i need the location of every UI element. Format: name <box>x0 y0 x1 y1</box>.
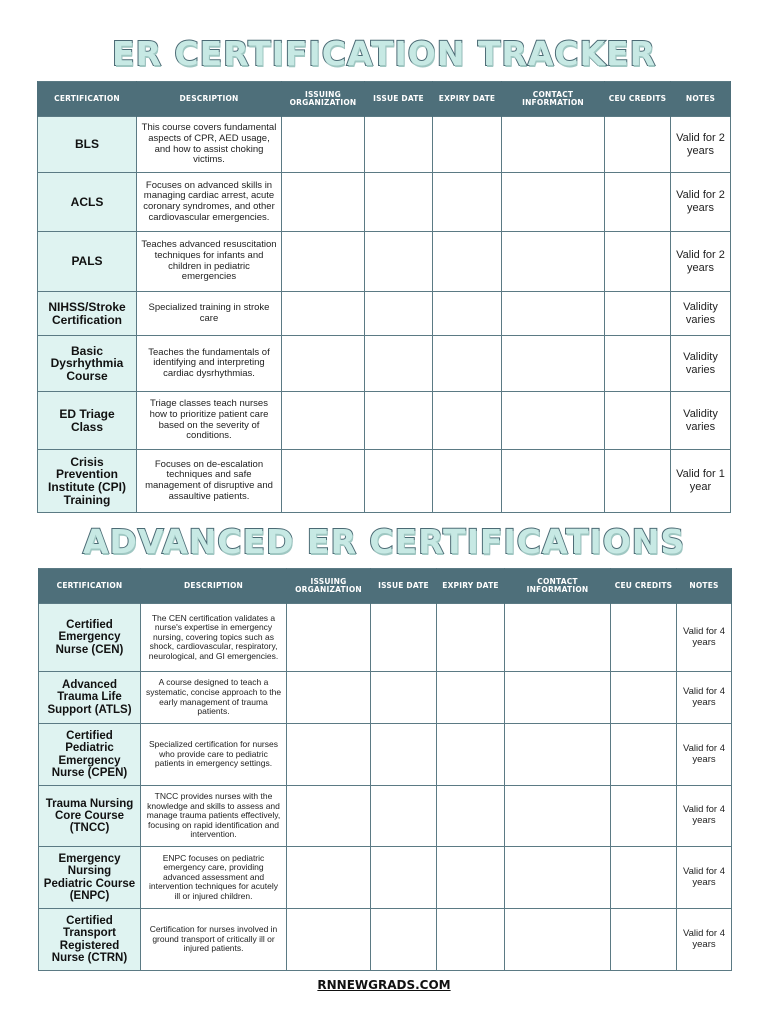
contact-information-cell[interactable] <box>502 292 605 336</box>
certification-description: Focuses on advanced skills in managing cardiac arrest, acute coronary syndromes, and other cardiovascular emergencies. <box>137 173 282 232</box>
table-row <box>38 117 731 173</box>
certification-notes: Valid for 2 years <box>671 173 731 232</box>
certification-name: PALS <box>38 232 137 292</box>
issue-date-cell[interactable] <box>371 724 437 786</box>
certification-description: Teaches the fundamentals of identifying and interpreting cardiac dysrhythmias. <box>137 336 282 392</box>
contact-information-cell[interactable] <box>505 909 611 971</box>
issuing-organization-cell[interactable] <box>282 292 365 336</box>
issue-date-cell[interactable] <box>371 672 437 724</box>
issue-date-cell[interactable] <box>365 392 433 450</box>
header-ceu-credits: CEU CREDITS <box>611 569 677 604</box>
expiry-date-cell[interactable] <box>437 909 505 971</box>
ceu-credits-cell[interactable] <box>611 604 677 672</box>
certification-notes: Validity varies <box>671 392 731 450</box>
issue-date-cell[interactable] <box>365 450 433 513</box>
contact-information-cell[interactable] <box>505 672 611 724</box>
issuing-organization-cell[interactable] <box>287 847 371 909</box>
contact-information-cell[interactable] <box>505 604 611 672</box>
expiry-date-cell[interactable] <box>437 724 505 786</box>
certification-description: This course covers fundamental aspects of CPR, AED usage, and how to assist choking victims. <box>137 117 282 173</box>
certification-name: BLS <box>38 117 137 173</box>
certification-name: NIHSS/Stroke Certification <box>38 292 137 336</box>
certification-description: Teaches advanced resuscitation techniques for infants and children in pediatric emergencies <box>137 232 282 292</box>
expiry-date-cell[interactable] <box>433 450 502 513</box>
certification-description: Specialized certification for nurses who provide care to pediatric patients in emergency settings. <box>141 724 287 786</box>
issuing-organization-cell[interactable] <box>287 909 371 971</box>
expiry-date-cell[interactable] <box>433 392 502 450</box>
table-row <box>38 232 731 292</box>
issue-date-cell[interactable] <box>371 604 437 672</box>
issue-date-cell[interactable] <box>365 292 433 336</box>
header-issue-date: ISSUE DATE <box>365 82 433 117</box>
ceu-credits-cell[interactable] <box>611 672 677 724</box>
certification-notes: Valid for 4 years <box>677 909 732 971</box>
certification-notes: Valid for 4 years <box>677 672 732 724</box>
issuing-organization-cell[interactable] <box>282 117 365 173</box>
table-row <box>39 604 732 672</box>
certification-description: Triage classes teach nurses how to prioritize patient care based on the severity of conditions. <box>137 392 282 450</box>
expiry-date-cell[interactable] <box>437 672 505 724</box>
header-expiry-date: EXPIRY DATE <box>433 82 502 117</box>
ceu-credits-cell[interactable] <box>605 232 671 292</box>
certification-notes: Validity varies <box>671 336 731 392</box>
certification-notes: Validity varies <box>671 292 731 336</box>
issue-date-cell[interactable] <box>365 117 433 173</box>
certification-name: ED Triage Class <box>38 392 137 450</box>
ceu-credits-cell[interactable] <box>605 450 671 513</box>
issuing-organization-cell[interactable] <box>282 450 365 513</box>
header-certification: CERTIFICATION <box>38 82 137 117</box>
certification-name: Basic Dysrhythmia Course <box>38 336 137 392</box>
contact-information-cell[interactable] <box>505 847 611 909</box>
certification-description: The CEN certification validates a nurse's expertise in emergency nursing, covering topics such as shock, cardiovascular, respiratory, neurological, and GI emergencies. <box>141 604 287 672</box>
table-row <box>38 173 731 232</box>
ceu-credits-cell[interactable] <box>611 847 677 909</box>
certification-notes: Valid for 4 years <box>677 604 732 672</box>
contact-information-cell[interactable] <box>502 117 605 173</box>
ceu-credits-cell[interactable] <box>605 392 671 450</box>
table-header-row <box>39 569 732 604</box>
header-description: DESCRIPTION <box>137 82 282 117</box>
header-issuing-organization: ISSUING ORGANIZATION <box>282 82 365 117</box>
expiry-date-cell[interactable] <box>433 336 502 392</box>
expiry-date-cell[interactable] <box>433 173 502 232</box>
certification-name: Certified Pediatric Emergency Nurse (CPEN) <box>39 724 141 786</box>
issue-date-cell[interactable] <box>365 336 433 392</box>
certification-description: Certification for nurses involved in ground transport of critically ill or injured patients. <box>141 909 287 971</box>
contact-information-cell[interactable] <box>502 173 605 232</box>
certification-notes: Valid for 4 years <box>677 786 732 847</box>
ceu-credits-cell[interactable] <box>605 292 671 336</box>
contact-information-cell[interactable] <box>505 724 611 786</box>
expiry-date-cell[interactable] <box>433 117 502 173</box>
certification-name: Certified Emergency Nurse (CEN) <box>39 604 141 672</box>
certification-description: TNCC provides nurses with the knowledge and skills to assess and manage trauma patients effectively, focusing on rapid identification and intervention. <box>141 786 287 847</box>
header-contact-information: CONTACT INFORMATION <box>502 82 605 117</box>
table-header-row <box>38 82 731 117</box>
certification-description: Specialized training in stroke care <box>137 292 282 336</box>
ceu-credits-cell[interactable] <box>605 117 671 173</box>
contact-information-cell[interactable] <box>502 392 605 450</box>
table-row <box>38 336 731 392</box>
ceu-credits-cell[interactable] <box>611 724 677 786</box>
issuing-organization-cell[interactable] <box>287 604 371 672</box>
issuing-organization-cell[interactable] <box>287 786 371 847</box>
issuing-organization-cell[interactable] <box>282 173 365 232</box>
expiry-date-cell[interactable] <box>433 292 502 336</box>
certification-name: Advanced Trauma Life Support (ATLS) <box>39 672 141 724</box>
header-issue-date: ISSUE DATE <box>371 569 437 604</box>
issuing-organization-cell[interactable] <box>287 672 371 724</box>
certification-description: Focuses on de-escalation techniques and safe management of disruptive and assaultive patients. <box>137 450 282 513</box>
table-row <box>38 292 731 336</box>
expiry-date-cell[interactable] <box>433 232 502 292</box>
certification-name: ACLS <box>38 173 137 232</box>
expiry-date-cell[interactable] <box>437 847 505 909</box>
issue-date-cell[interactable] <box>365 173 433 232</box>
table-row <box>39 786 732 847</box>
certification-name: Emergency Nursing Pediatric Course (ENPC) <box>39 847 141 909</box>
certification-notes: Valid for 4 years <box>677 847 732 909</box>
issue-date-cell[interactable] <box>365 232 433 292</box>
certification-notes: Valid for 2 years <box>671 232 731 292</box>
header-issuing-organization: ISSUING ORGANIZATION <box>287 569 371 604</box>
table-row <box>39 724 732 786</box>
header-certification: CERTIFICATION <box>39 569 141 604</box>
expiry-date-cell[interactable] <box>437 604 505 672</box>
table-row <box>39 672 732 724</box>
contact-information-cell[interactable] <box>505 786 611 847</box>
table-row <box>39 847 732 909</box>
tracker-title: ER CERTIFICATION TRACKER <box>111 34 657 73</box>
issue-date-cell[interactable] <box>371 786 437 847</box>
contact-information-cell[interactable] <box>502 232 605 292</box>
advanced-certification-table <box>38 568 732 971</box>
header-expiry-date: EXPIRY DATE <box>437 569 505 604</box>
certification-notes: Valid for 1 year <box>671 450 731 513</box>
certification-name: Certified Transport Registered Nurse (CTRN) <box>39 909 141 971</box>
certification-description: ENPC focuses on pediatric emergency care, providing advanced assessment and intervention techniques for acutely ill or injured children. <box>141 847 287 909</box>
header-ceu-credits: CEU CREDITS <box>605 82 671 117</box>
er-certification-table <box>37 81 731 513</box>
header-notes: NOTES <box>677 569 732 604</box>
issuing-organization-cell[interactable] <box>282 392 365 450</box>
issuing-organization-cell[interactable] <box>287 724 371 786</box>
table-row <box>38 450 731 513</box>
issuing-organization-cell[interactable] <box>282 336 365 392</box>
ceu-credits-cell[interactable] <box>611 909 677 971</box>
certification-name: Trauma Nursing Core Course (TNCC) <box>39 786 141 847</box>
certification-name: Crisis Prevention Institute (CPI) Training <box>38 450 137 513</box>
ceu-credits-cell[interactable] <box>605 336 671 392</box>
advanced-title: ADVANCED ER CERTIFICATIONS <box>82 522 686 561</box>
ceu-credits-cell[interactable] <box>605 173 671 232</box>
certification-notes: Valid for 4 years <box>677 724 732 786</box>
contact-information-cell[interactable] <box>502 450 605 513</box>
contact-information-cell[interactable] <box>502 336 605 392</box>
footer-website-link[interactable]: RNNEWGRADS.COM <box>317 978 451 992</box>
header-contact-information: CONTACT INFORMATION <box>505 569 611 604</box>
header-description: DESCRIPTION <box>141 569 287 604</box>
ceu-credits-cell[interactable] <box>611 786 677 847</box>
issue-date-cell[interactable] <box>371 909 437 971</box>
table-row <box>39 909 732 971</box>
table-row <box>38 392 731 450</box>
issue-date-cell[interactable] <box>371 847 437 909</box>
certification-description: A course designed to teach a systematic, concise approach to the early management of trauma patients. <box>141 672 287 724</box>
expiry-date-cell[interactable] <box>437 786 505 847</box>
issuing-organization-cell[interactable] <box>282 232 365 292</box>
certification-notes: Valid for 2 years <box>671 117 731 173</box>
header-notes: NOTES <box>671 82 731 117</box>
